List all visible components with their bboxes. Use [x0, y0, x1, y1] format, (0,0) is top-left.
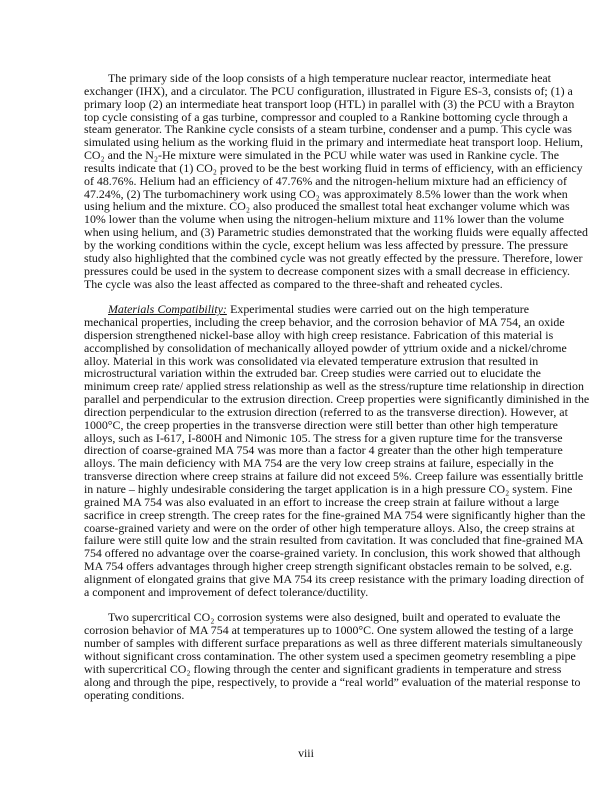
line-text: dispersion strengthened nickel-base alloy with high creep resistance. Fabrication of this material is	[84, 327, 554, 342]
paragraph	[84, 610, 583, 702]
line-text: microstructural variation within the extruded bar. Creep studies were carried out to elucidate the	[84, 366, 541, 381]
line-text: by the working conditions within the cycle, except helium was less affected by pressure. The pressure	[84, 237, 568, 252]
paragraph	[84, 71, 588, 291]
line-text: Two supercritical CO₂ corrosion systems were also designed, built and operated to evaluate the	[108, 610, 561, 625]
line-text: minimum creep rate/ applied stress relationship as well as the stress/rupture time relationship in direction	[84, 379, 584, 394]
line-text: alloys. The main deficiency with MA 754 are the very low creep strains at failure, especially in the	[84, 456, 554, 471]
line-text: top cycle consisting of a gas turbine, compressor and coupled to a Rankine bottoming cycle through a	[84, 109, 568, 124]
line-text: steam generator. The Rankine cycle consists of a steam turbine, condenser and a pump. This cycle was	[84, 122, 572, 137]
line-text: accomplished by consolidation of mechanically alloyed powder of yttrium oxide and a nickel/chrome	[84, 340, 567, 355]
line-text: Experimental studies were carried out on the high temperature	[226, 302, 529, 317]
line-text: corrosion behavior of MA 754 at temperatures up to 1000°C. One system allowed the testing of a large	[84, 623, 574, 638]
line-text: with supercritical CO₂ flowing through the center and significant gradients in temperature and stress	[84, 661, 562, 676]
line-text: operating conditions.	[84, 687, 185, 702]
line-text: direction perpendicular to the extrusion direction (referred to as the transverse direction). However, at	[84, 404, 568, 419]
line-text: pressures could be used in the system to decrease component sizes with a small decrease in efficiency.	[84, 263, 571, 278]
paragraph	[84, 302, 590, 599]
text-line	[84, 278, 529, 291]
line-text: primary loop (2) an intermediate heat transport loop (HTL) in parallel with (3) the PCU with a Brayton	[84, 96, 575, 111]
line-text: a component and improvement of defect tolerance/ductility.	[84, 584, 369, 599]
line-text: when using helium, and (3) Parametric studies demonstrated that the working fluids were equally affected	[84, 225, 588, 240]
line-text: 10% lower than the volume when using the nitrogen-helium mixture and 11% lower than the volume	[84, 212, 565, 227]
line-text: direction of coarse-grained MA 754 was more than a factor 4 greater than the other high temperature	[84, 443, 563, 458]
line-text: 754 offered no advantage over the coarse-grained variety. In conclusion, this work showed that although	[84, 546, 581, 561]
line-text: results indicate that (1) CO₂ proved to be the best working fluid in terms of efficiency, with an efficiency	[84, 160, 583, 175]
line-text: simulated using helium as the working fluid in the primary and intermediate heat transport loop. Helium,	[84, 135, 583, 150]
line-text: alignment of elongated grains that give MA 754 its creep resistance with the primary loading direction of	[84, 571, 584, 586]
line-text: The cycle was also the least affected as compared to the three-shaft and reheated cycles.	[84, 276, 503, 291]
line-text: CO₂ and the N₂-He mixture were simulated in the PCU while water was used in Rankine cycle. The	[84, 148, 559, 163]
line-text: along and through the pipe, respectively, to provide a “real world” evaluation of the material response to	[84, 674, 581, 689]
line-text: alloys, such as I-617, I-800H and Nimonic 105. The stress for a given rupture time for the transverse	[84, 430, 563, 445]
line-text: 47.24%, (2) The turbomachinery work using CO₂ was approximately 8.5% lower than the work when	[84, 186, 568, 201]
line-text: parallel and perpendicular to the extrusion direction. Creep properties were significantly diminished in the	[84, 392, 590, 407]
line-text: failure were still quite low and the strain resulted from cavitation. It was concluded that fine-grained MA	[84, 533, 584, 548]
text-line	[84, 586, 529, 599]
line-text: exchanger (IHX), and a circulator. The PCU configuration, illustrated in Figure ES-3, consists of; (1) a	[84, 83, 573, 98]
line-text: grained MA 754 was also evaluated in an effort to increase the creep strain at failure without a large	[84, 494, 560, 509]
text-line	[84, 689, 529, 702]
page-number: viii	[298, 746, 314, 760]
line-text: The primary side of the loop consists of a high temperature nuclear reactor, intermediate heat	[108, 71, 551, 85]
section-heading: Materials Compatibility:	[108, 302, 227, 317]
line-text: using helium and the mixture. CO₂ also produced the smallest total heat exchanger volume which was	[84, 199, 570, 214]
line-text: study also highlighted that the combined cycle was not greatly effected by the pressure. Therefore, lower	[84, 250, 583, 265]
document-body	[84, 71, 590, 714]
line-text: coarse-grained variety and were on the order of other high temperature alloys. Also, the creep strains at	[84, 520, 575, 535]
line-text: without significant cross contamination. The other system used a specimen geometry resembling a pipe	[84, 648, 576, 663]
line-text: of 48.76%. Helium had an efficiency of 47.76% and the nitrogen-helium mixture had an efficiency of	[84, 173, 567, 188]
line-text: 1000°C, the creep properties in the transverse direction were still better than other high temperature	[84, 417, 558, 432]
line-text: mechanical properties, including the creep behavior, and the corrosion behavior of MA 754, an oxide	[84, 315, 565, 330]
line-text: transverse direction where creep strains at failure did not exceed 5%. Creep failure was essentially brittle	[84, 469, 584, 484]
line-text: sacrifice in creep strength. The creep rates for the fine-grained MA 754 were significantly higher than the	[84, 507, 586, 522]
line-text: MA 754 offers advantages through higher creep strength significant obstacles remain to be solved, e.g.	[84, 559, 573, 574]
line-text: number of samples with different surface preparations as well as three different materials simultaneously	[84, 636, 583, 651]
line-text: alloy. Material in this work was consolidated via elevated temperature extrusion that resulted in	[84, 353, 539, 368]
line-text: in nature – highly undesirable considering the target application is in a high pressure CO₂ system. Fine	[84, 482, 573, 496]
